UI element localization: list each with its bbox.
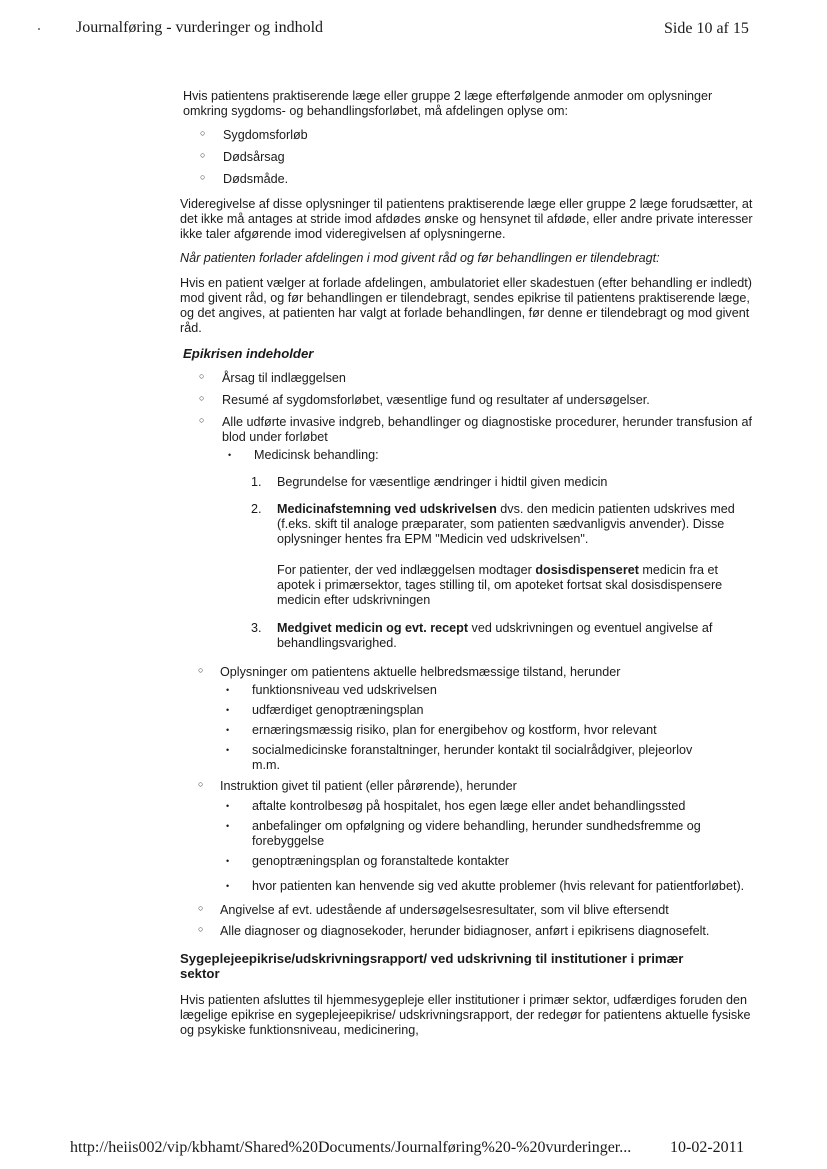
list-item: ○ Alle diagnoser og diagnosekoder, herunder bidiagnoser, anført i epikrisens diagnosefelt. xyxy=(198,924,710,938)
number-marker: 1. xyxy=(251,475,262,489)
intro-paragraph: Hvis patientens praktiserende læge eller gruppe 2 læge efterfølgende anmoder om oplysninger omkring sygdoms- og behandlingsforløbet, må afdelingen oplyse om: xyxy=(183,89,713,118)
bullet-icon: • xyxy=(226,821,230,831)
sygepleje-heading: Sygeplejeepikrise/udskrivningsrapport/ ved udskrivning til institutioner i primær sektor xyxy=(180,951,684,981)
epikrise-heading: Epikrisen indeholder xyxy=(183,346,314,361)
list-item: ○ Alle udførte invasive indgreb, behandlinger og diagnostiske procedurer, herunder transfusion af blod under forløbet xyxy=(199,415,752,444)
sub-list-item: • udfærdiget genoptræningsplan xyxy=(226,703,424,717)
circle-bullet-icon: ○ xyxy=(200,172,206,182)
list-item: ○ Angivelse af evt. udestående af undersøgelsesresultater, som vil blive eftersendt xyxy=(198,903,669,917)
circle-bullet-icon: ○ xyxy=(198,903,204,913)
forlader-heading: Når patienten forlader afdelingen i mod givent råd og før behandlingen er tilendebragt: xyxy=(180,251,660,265)
list-item: ○ Årsag til indlæggelsen xyxy=(199,371,346,385)
footer-date: 10-02-2011 xyxy=(670,1139,745,1156)
sub-list-item: • genoptræningsplan og foranstaltede kontakter xyxy=(226,854,509,868)
list-item: ○ Oplysninger om patientens aktuelle helbredsmæssige tilstand, herunder xyxy=(198,665,621,679)
sub-list-item: • hvor patienten kan henvende sig ved akutte problemer (hvis relevant for patientforløbet). xyxy=(183,877,755,896)
scan-speck xyxy=(38,28,40,30)
bullet-icon: • xyxy=(226,881,230,891)
sub-list-item: • aftalte kontrolbesøg på hospitalet, hos egen læge eller andet behandlingssted xyxy=(226,799,686,813)
circle-bullet-icon: ○ xyxy=(199,371,205,381)
numbered-item: 2. Medicinafstemning ved udskrivelsen dvs. den medicin patienten udskrives med (f.eks. skift til analoge præparater, som patienten sædvanligvis anvender). Disse oplysninger hentes fra EPM "Medicin ved udskrivelsen". xyxy=(251,502,735,546)
sub-list-item: • socialmedicinske foranstaltninger, herunder kontakt til socialrådgiver, plejeorlov m.m. xyxy=(226,743,693,772)
list-item: ○ Dødsårsag xyxy=(200,150,285,164)
epikrise-list xyxy=(183,371,755,939)
bullet-icon: • xyxy=(226,725,230,735)
number-marker: 3. xyxy=(251,621,262,635)
circle-bullet-icon: ○ xyxy=(198,779,204,789)
numbered-item: 3. Medgivet medicin og evt. recept ved udskrivningen og eventuel angivelse af behandlingsvarighed. xyxy=(251,621,713,650)
bullet-icon: • xyxy=(226,685,230,695)
list-item: ○ Instruktion givet til patient (eller pårørende), herunder xyxy=(198,779,517,793)
sygepleje-paragraph: Hvis patienten afsluttes til hjemmesygepleje eller institutioner i primær sektor, udfærdiges foruden den lægelige epikrise en sygeplejeepikrise/ udskrivningsrapport, der redegør for patientens aktuelle fysiske og psykiske funktionsniveau, medicinering, xyxy=(180,993,751,1037)
intro-list xyxy=(183,128,755,187)
circle-bullet-icon: ○ xyxy=(200,150,206,160)
circle-bullet-icon: ○ xyxy=(198,924,204,934)
list-item: ○ Resumé af sygdomsforløbet, væsentlige fund og resultater af undersøgelser. xyxy=(199,393,650,407)
list-item: ○ Dødsmåde. xyxy=(200,172,289,186)
circle-bullet-icon: ○ xyxy=(199,415,205,425)
numbered-item-paragraph: For patienter, der ved indlæggelsen modtager dosisdispenseret medicin fra et apotek i primærsektor, tages stilling til, om apoteket fortsat skal dosisdispensere medicin efter udskrivningen xyxy=(277,563,723,607)
sub-list-item: • Medicinsk behandling: xyxy=(228,448,379,462)
videregivelse-paragraph: Videregivelse af disse oplysninger til patientens praktiserende læge eller gruppe 2 læge forudsætter, at det ikke må antages at stride imod afdødes ønske og hensynet til afdøde, eller andre private interesser ikke taler afgørende imod videregivelsen af oplysningerne. xyxy=(180,197,753,241)
sub-list-item: • funktionsniveau ved udskrivelsen xyxy=(226,683,437,697)
bullet-icon: • xyxy=(228,450,232,460)
sub-list-item: • anbefalinger om opfølgning og videre behandling, herunder sundhedsfremme og forebyggelse xyxy=(226,819,701,848)
list-item: ○ Sygdomsforløb xyxy=(200,128,308,142)
page-header-title: Journalføring - vurderinger og indhold xyxy=(76,19,324,36)
document-body xyxy=(180,89,755,1038)
forlader-paragraph: Hvis en patient vælger at forlade afdelingen, ambulatoriet eller skadestuen (efter behandling er indledt) mod givent råd, og før behandlingen er tilendebragt, sendes epikrise til patientens praktiserende læge, og det angives, at patienten har valgt at forlade behandlingen, før denne er tilendebragt og mod givent råd. xyxy=(180,276,752,335)
bullet-icon: • xyxy=(226,705,230,715)
numbered-item: 1. Begrundelse for væsentlige ændringer i hidtil given medicin xyxy=(251,475,608,489)
footer-url: http://heiis002/vip/kbhamt/Shared%20Documents/Journalføring%20-%20vurderinger... xyxy=(70,1139,632,1156)
number-marker: 2. xyxy=(251,502,262,516)
bullet-icon: • xyxy=(226,856,230,866)
bullet-icon: • xyxy=(226,745,230,755)
circle-bullet-icon: ○ xyxy=(198,665,204,675)
circle-bullet-icon: ○ xyxy=(200,128,206,138)
page-number: Side 10 af 15 xyxy=(664,20,749,37)
bullet-icon: • xyxy=(226,801,230,811)
circle-bullet-icon: ○ xyxy=(199,393,205,403)
sub-list-item: • ernæringsmæssig risiko, plan for energibehov og kostform, hvor relevant xyxy=(226,723,657,737)
